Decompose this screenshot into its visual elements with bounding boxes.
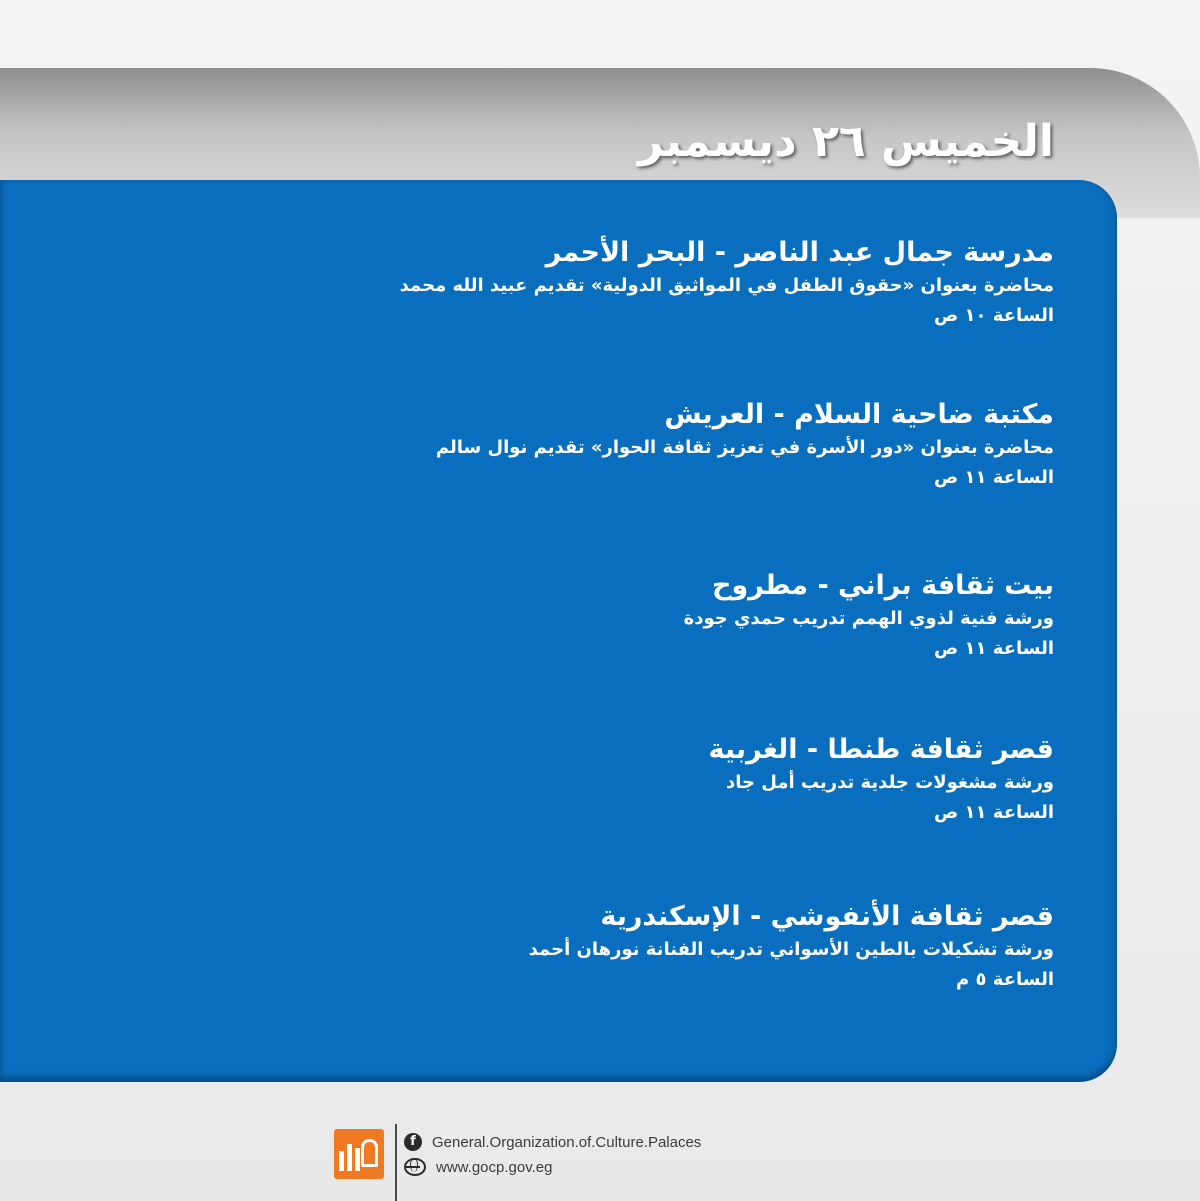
website-row[interactable]	[404, 1155, 552, 1179]
event-time: الساعة ١١ ص	[934, 802, 1054, 823]
event-item	[154, 235, 1054, 331]
event-item	[154, 397, 1054, 493]
footer-divider	[395, 1124, 397, 1201]
event-item	[154, 899, 1054, 995]
event-title: قصر ثقافة طنطا - الغربية	[708, 734, 1054, 765]
event-item	[154, 732, 1054, 828]
event-time: الساعة ١١ ص	[934, 467, 1054, 488]
event-time: الساعة ٥ م	[956, 969, 1054, 990]
event-title: مكتبة ضاحية السلام - العريش	[664, 399, 1054, 430]
facebook-icon[interactable]: f	[404, 1133, 422, 1151]
event-description: ورشة مشغولات جلدية تدريب أمل جاد	[726, 772, 1054, 793]
event-description: محاضرة بعنوان «حقوق الطفل في المواثيق الدولية» تقديم عبيد الله محمد	[399, 275, 1054, 296]
event-description: ورشة فنية لذوي الهمم تدريب حمدي جودة	[683, 608, 1054, 629]
gocp-logo-icon	[334, 1129, 384, 1179]
footer	[334, 1122, 854, 1201]
page-title: الخميس ٢٦ ديسمبر	[637, 116, 1054, 167]
facebook-row[interactable]	[404, 1130, 701, 1154]
event-description: محاضرة بعنوان «دور الأسرة في تعزيز ثقافة الحوار» تقديم نوال سالم	[435, 437, 1054, 458]
event-title: بيت ثقافة براني - مطروح	[711, 570, 1054, 601]
event-item	[154, 568, 1054, 664]
website-link[interactable]: www.gocp.gov.eg	[436, 1158, 553, 1176]
event-title: قصر ثقافة الأنفوشي - الإسكندرية	[600, 901, 1054, 932]
event-time: الساعة ١١ ص	[934, 638, 1054, 659]
globe-icon[interactable]	[404, 1158, 426, 1176]
event-title: مدرسة جمال عبد الناصر - البحر الأحمر	[545, 237, 1054, 268]
event-time: الساعة ١٠ ص	[934, 305, 1054, 326]
organization-name[interactable]: General.Organization.of.Culture.Palaces	[432, 1133, 702, 1151]
event-description: ورشة تشكيلات بالطين الأسواني تدريب الفنانة نورهان أحمد	[528, 939, 1054, 960]
